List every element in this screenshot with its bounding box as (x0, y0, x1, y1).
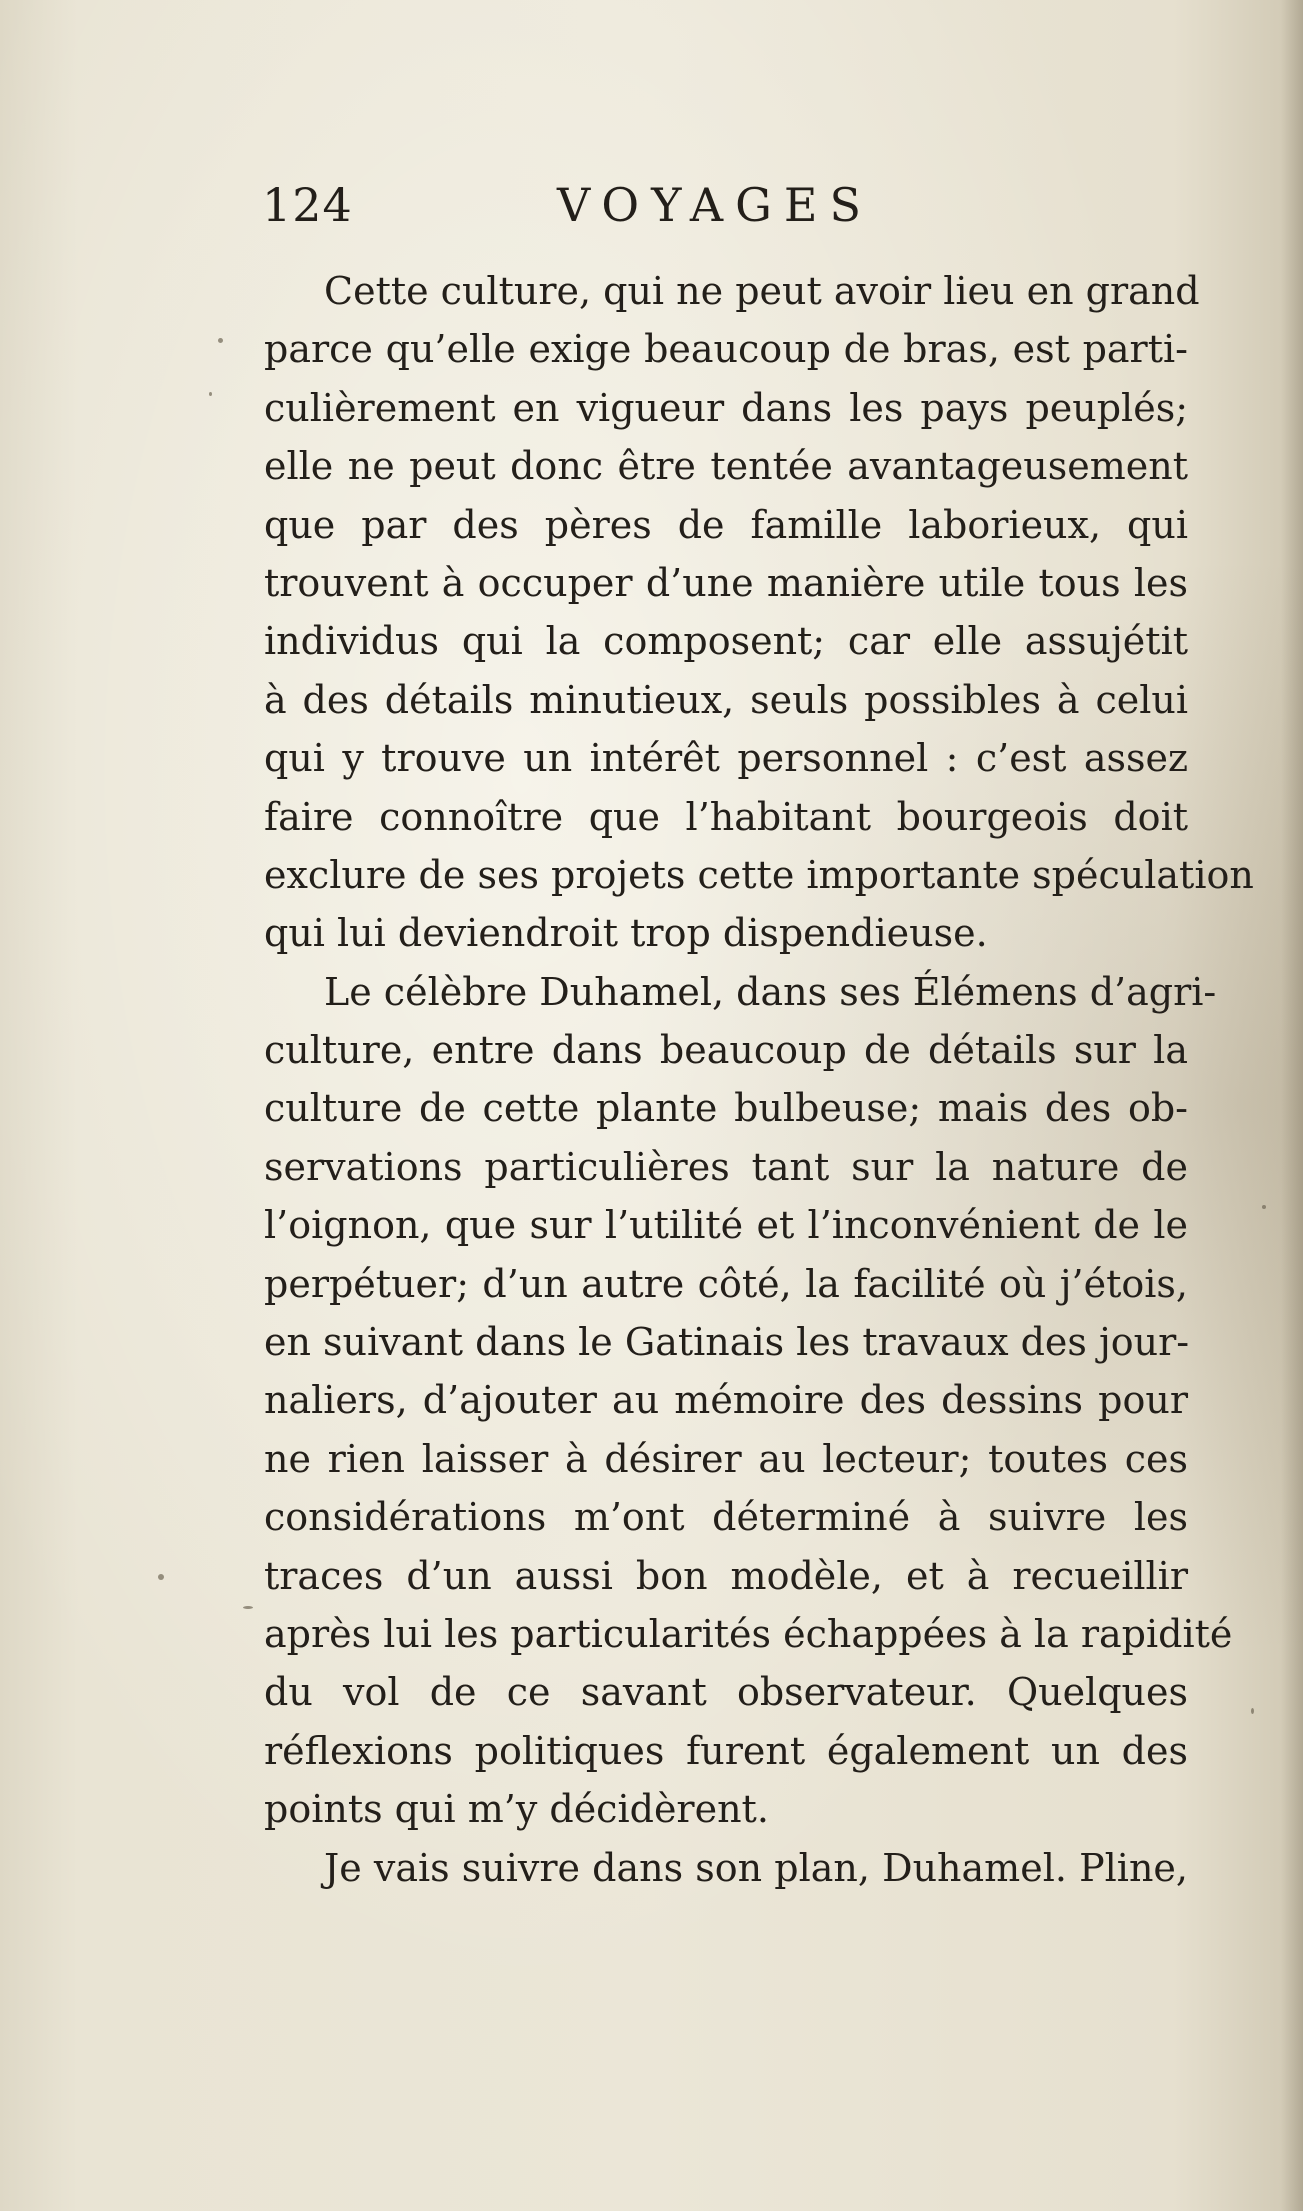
text-line: culture, entre dans beaucoup de détails sur la (264, 1028, 1188, 1073)
text-line: réflexions politiques furent également un des (264, 1728, 1188, 1773)
text-line: elle ne peut donc être tentée avantageusement (264, 444, 1188, 489)
text-line: individus qui la composent; car elle assujétit (264, 619, 1188, 664)
text-line: qui y trouve un intérêt personnel : c’est assez (264, 736, 1188, 781)
text-line: après lui les particularités échappées à la rapidité (264, 1611, 1233, 1656)
text-line: faire connoître que l’habitant bourgeois doit (264, 794, 1188, 839)
text-line: que par des pères de famille laborieux, qui (264, 502, 1188, 547)
paper-speck (243, 1606, 253, 1609)
text-line: du vol de ce savant observateur. Quelques (264, 1670, 1188, 1715)
paper-speck (1251, 1708, 1254, 1714)
text-line: traces d’un aussi bon modèle, et à recueillir (264, 1553, 1188, 1598)
paper-speck (158, 1574, 164, 1580)
body-text (264, 262, 1254, 1897)
paper-speck (218, 338, 223, 343)
text-line: qui lui deviendroit trop dispendieuse. (264, 911, 988, 956)
page-header (262, 178, 1182, 248)
page-gutter-shadow (1281, 0, 1303, 2211)
text-line: points qui m’y décidèrent. (264, 1787, 769, 1832)
text-line: considérations m’ont déterminé à suivre les (264, 1495, 1188, 1540)
text-line: servations particulières tant sur la nature de (264, 1144, 1188, 1189)
text-line: Le célèbre Duhamel, dans ses Élémens d’agri- (324, 969, 1217, 1014)
text-line: naliers, d’ajouter au mémoire des dessins pour (264, 1378, 1188, 1423)
text-line: ne rien laisser à désirer au lecteur; toutes ces (264, 1436, 1188, 1481)
text-line: exclure de ses projets cette importante spéculation (264, 852, 1254, 897)
text-line: en suivant dans le Gatinais les travaux des jour- (264, 1320, 1190, 1365)
text-line: Cette culture, qui ne peut avoir lieu en grand (324, 269, 1200, 313)
text-line: culture de cette plante bulbeuse; mais des ob- (264, 1086, 1188, 1131)
text-line: trouvent à occuper d’une manière utile tous les (264, 560, 1188, 605)
text-line: Je vais suivre dans son plan, Duhamel. Pline, (324, 1845, 1188, 1890)
running-title: VOYAGES (557, 178, 873, 232)
text-line: l’oignon, que sur l’utilité et l’inconvénient de le (264, 1203, 1188, 1248)
paper-speck (209, 392, 212, 396)
text-line: parce qu’elle exige beaucoup de bras, est parti- (264, 327, 1188, 372)
text-line: culièrement en vigueur dans les pays peuplés; (264, 385, 1188, 430)
text-line: perpétuer; d’un autre côté, la facilité où j’étois, (264, 1261, 1188, 1306)
paper-speck (1262, 1205, 1266, 1209)
text-line: à des détails minutieux, seuls possibles à celui (264, 677, 1188, 722)
page-number: 124 (262, 178, 353, 232)
